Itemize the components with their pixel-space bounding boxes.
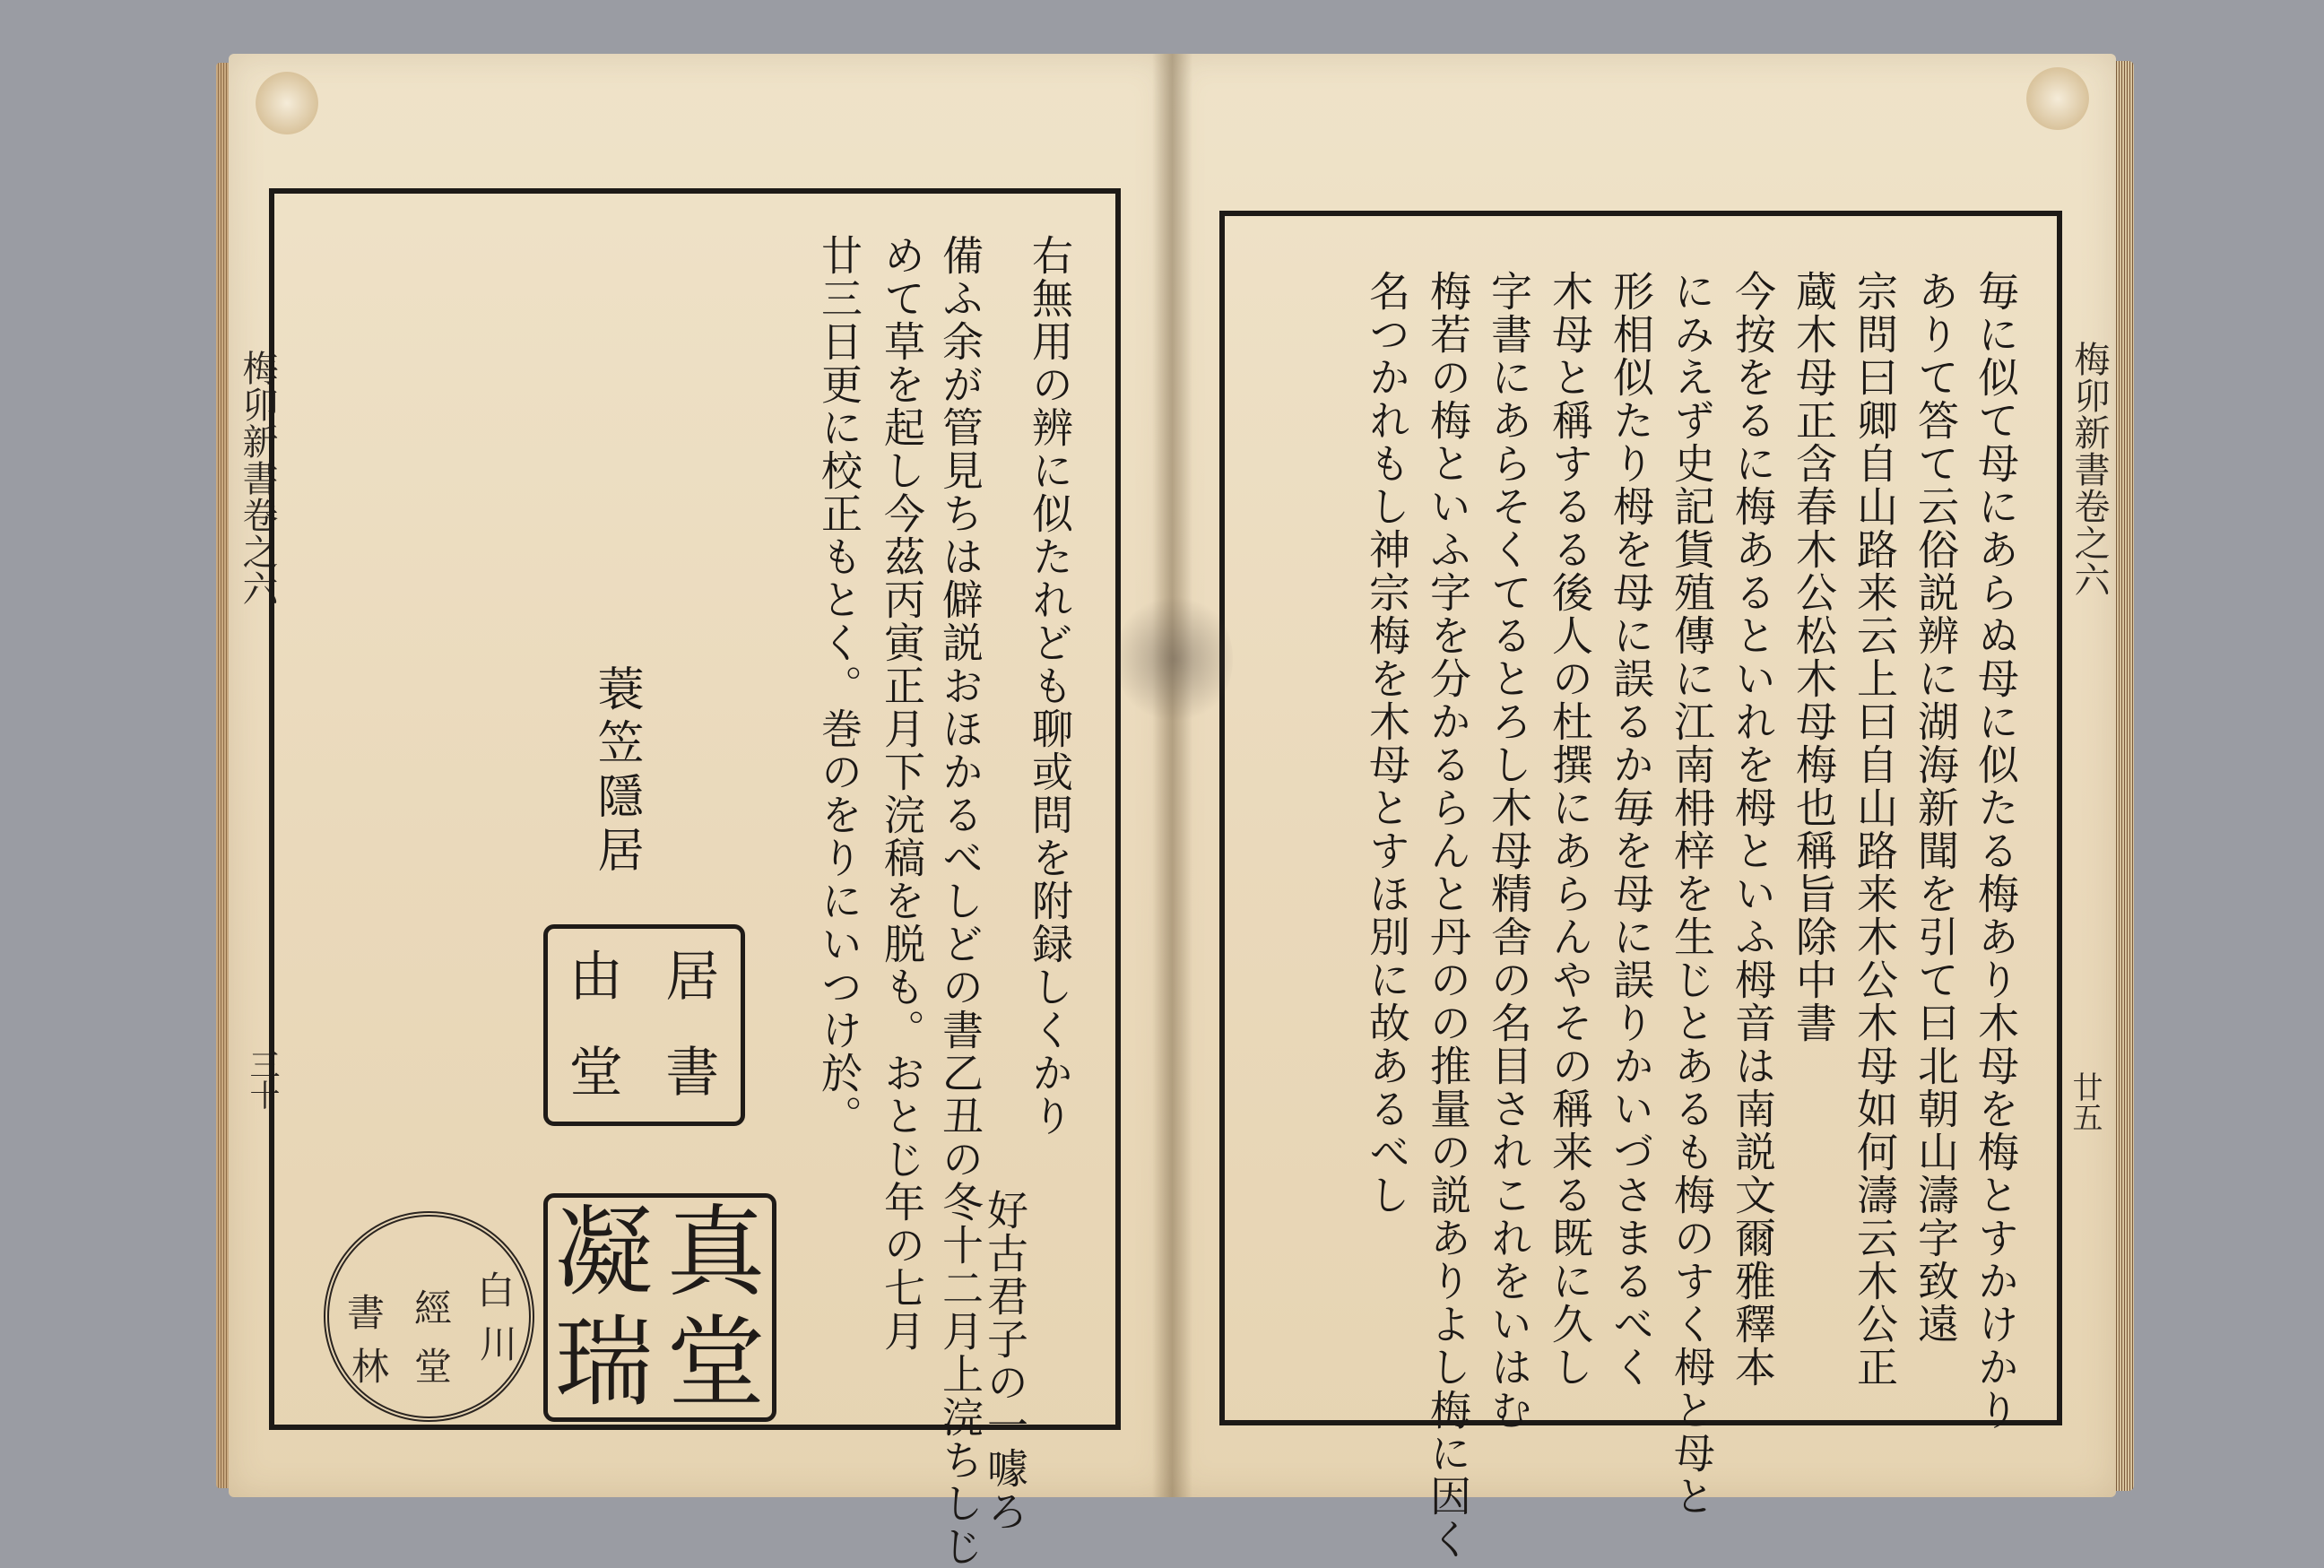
seal-char: 堂 [414, 1345, 453, 1389]
right-column-5: 今按をるに梅あるといれを栂といふ栂音は南説文爾雅釋本 [1729, 270, 1777, 1389]
left-column-1: 右無用の辨に似たれども聊或問を附録しくかり [1026, 234, 1074, 1138]
seal-char: 居 [665, 945, 720, 1009]
right-column-9: 字書にあらそくてるとろし木母精舎の名目されこれをいはむ [1485, 270, 1533, 1432]
right-column-1: 毎に似て母にあらぬ母に似たる梅あり木母を梅とすかけかり [1972, 270, 2020, 1432]
seal-char: 川 [480, 1322, 518, 1366]
right-column-11: 名つかれもし神宗梅を木母とすほ別に故あるべし [1363, 270, 1411, 1217]
corner-wear-icon [256, 72, 318, 134]
corner-wear-icon [2026, 67, 2089, 130]
seal-char: 白 [477, 1269, 516, 1312]
left-column-4: 廿三日更に校正もとく。巻のをりにいつけ於。 [815, 234, 863, 1138]
right-text-frame [1219, 211, 2062, 1561]
seal-char: 堂 [666, 1304, 766, 1420]
seal-char: 真 [666, 1195, 766, 1311]
seal-char: 書 [347, 1291, 386, 1335]
left-page [229, 54, 1170, 1568]
seal-char: 堂 [568, 1042, 623, 1105]
right-column-4: 蔵木母正含春木公松木母梅也稱旨除中書 [1790, 270, 1838, 1044]
seal-char: 凝 [554, 1195, 654, 1311]
round-seal-icon [324, 1211, 534, 1422]
right-column-6: にみえず史記貨殖傳に江南枏梓を生じとあるも梅のすく栂と母と [1668, 270, 1716, 1518]
right-column-10: 梅若の梅といふ字を分かるらんと丹のの推量の説ありよし梅に因く [1424, 270, 1472, 1561]
seal-char: 經 [414, 1286, 453, 1330]
signature: 蓑笠隱居 [589, 664, 643, 879]
left-column-1b: 好古君子の一噱ろ [981, 1189, 1029, 1533]
left-text-frame [269, 188, 1121, 1568]
right-column-3: 宗問曰卿自山路来云上曰自山路来木公木母如何濤云木公正 [1851, 270, 1899, 1389]
left-column-3: めて草を起し今茲丙寅正月下浣稿を脱も。おとじ年の七月 [878, 234, 926, 1353]
book-gutter [1152, 54, 1192, 1497]
left-column-2: 備ふ余が管見ちは僻説おほかるべしどの書乙丑の冬十二月上浣ちしじ [936, 234, 984, 1568]
seal-char: 書 [665, 1042, 720, 1105]
left-folio: 三十 [244, 1049, 280, 1110]
open-book [229, 54, 2116, 1568]
square-seal-icon [543, 924, 745, 1126]
seal-char: 林 [351, 1345, 390, 1389]
large-seal-icon [543, 1193, 776, 1422]
left-running-head: 梅卯新書卷之六 [237, 350, 278, 607]
right-running-head: 梅卯新書卷之六 [2068, 341, 2110, 598]
stain-mark [1116, 592, 1233, 726]
book-edge-right [2114, 61, 2134, 1491]
right-folio: 廿五 [2067, 1071, 2103, 1132]
seal-char: 瑞 [554, 1304, 654, 1420]
right-column-2: ありて答て云俗説辨に湖海新聞を引て曰北朝山濤字致遠 [1912, 270, 1960, 1346]
right-page [1170, 54, 2116, 1561]
right-column-8: 木母と稱するる後人の杜撰にあらんやその稱来る既に久し [1546, 270, 1594, 1389]
seal-char: 由 [568, 945, 623, 1009]
right-column-7: 形相似たり栂を母に誤るか毎を母に誤りかいづさまるべく [1607, 270, 1655, 1389]
